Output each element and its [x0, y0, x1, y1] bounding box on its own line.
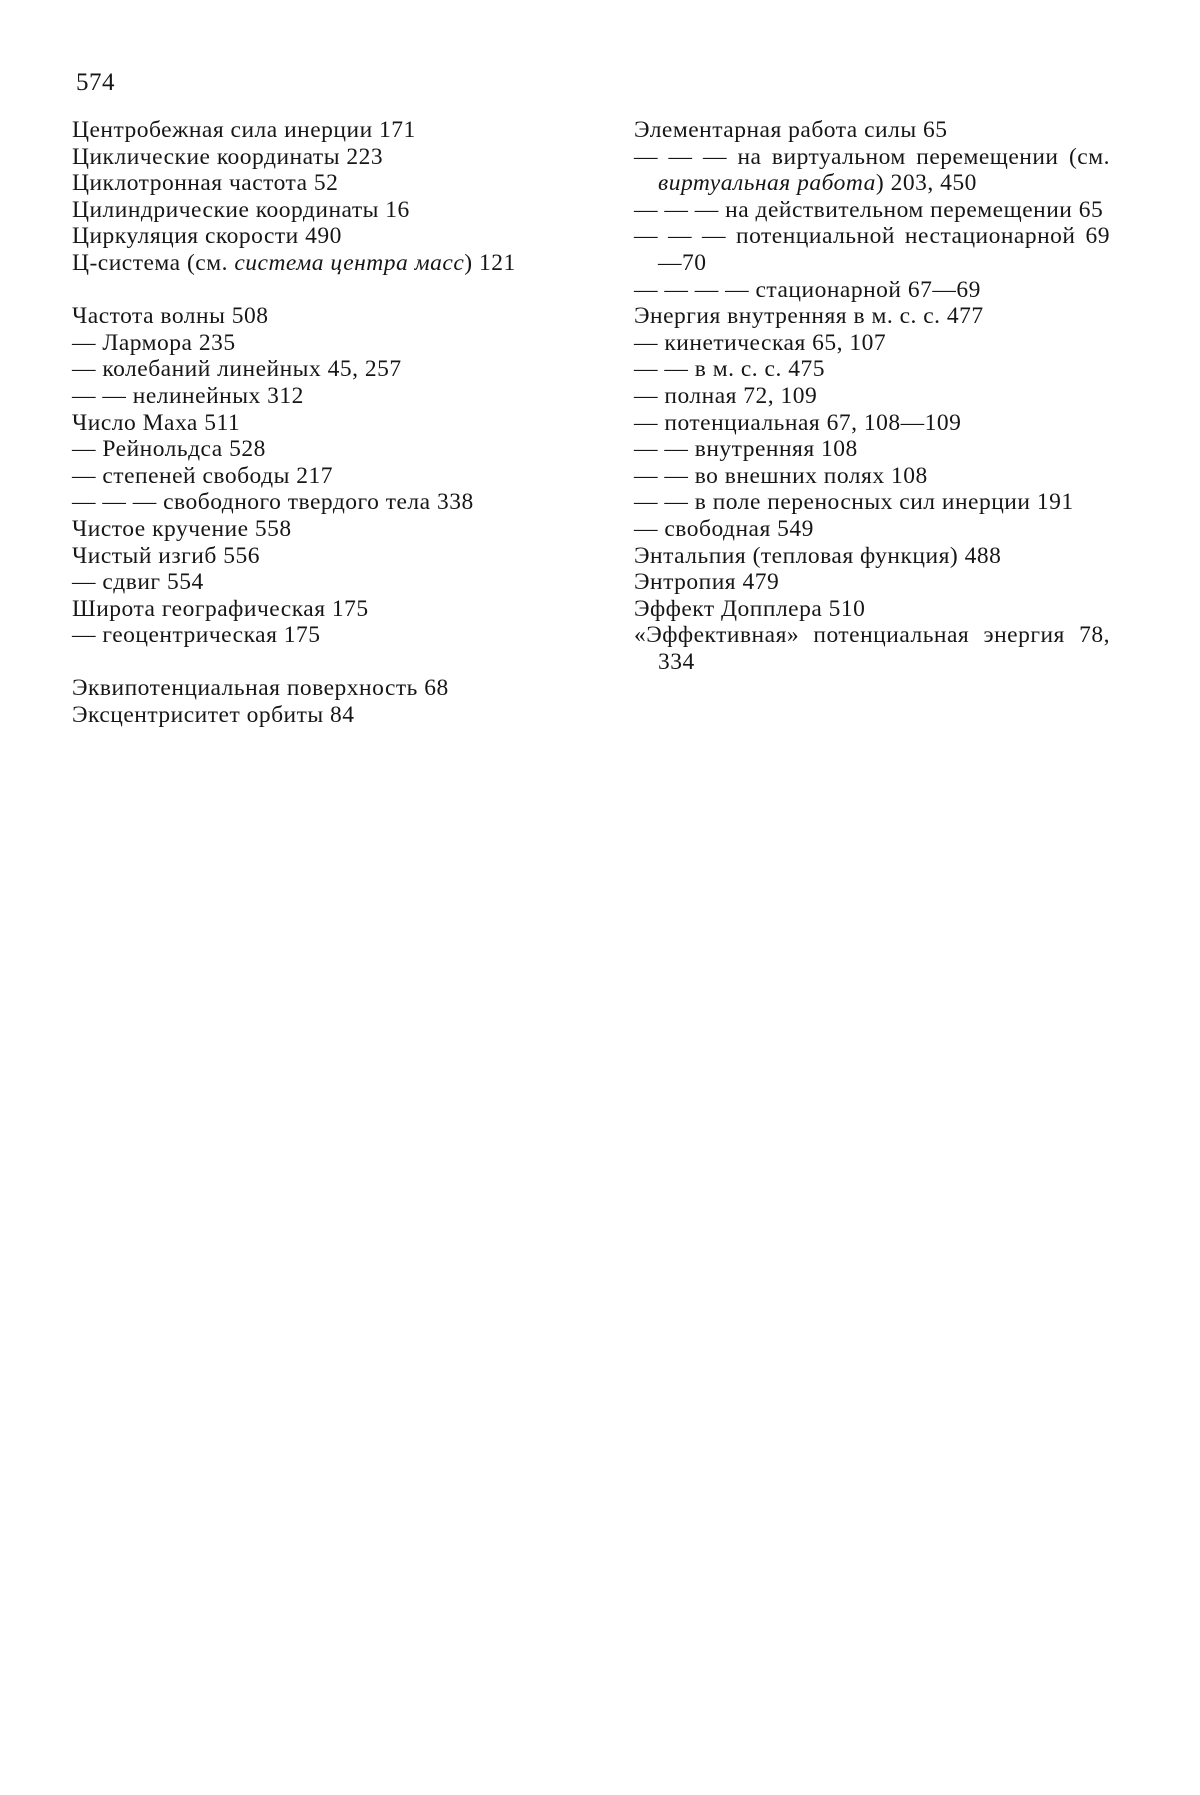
index-entry — [634, 410, 1110, 437]
index-entry — [72, 356, 550, 383]
index-entry — [72, 675, 550, 702]
index-entry — [634, 383, 1110, 410]
index-entry-text: Циклические координаты 223 — [72, 143, 384, 170]
index-column-left — [72, 117, 550, 729]
index-entry — [634, 463, 1110, 490]
index-entry-text: Циклотронная частота 52 — [72, 170, 339, 197]
index-entry — [634, 569, 1110, 596]
index-entry — [72, 543, 550, 570]
index-entry — [72, 622, 550, 649]
index-entry-text: Число Маха 511 — [72, 409, 241, 436]
index-entry-text: ) 121 — [464, 249, 516, 276]
index-entry — [634, 223, 1110, 276]
index-entry-text: — — — — стационарной 67—69 — [634, 276, 981, 303]
index-entry-text: Циркуляция скорости 490 — [72, 223, 342, 250]
index-entry-text: — колебаний линейных 45, 257 — [72, 356, 402, 383]
index-entry — [634, 144, 1110, 197]
index-entry-text: — — внутренняя 108 — [634, 436, 858, 463]
index-entry — [634, 197, 1110, 224]
index-entry-text: — геоцентрическая 175 — [72, 622, 321, 649]
index-entry — [634, 622, 1110, 675]
index-entry — [72, 702, 550, 729]
index-entry-text: Ц-система (см. — [72, 249, 235, 276]
index-entry — [634, 516, 1110, 543]
index-entry — [72, 144, 550, 171]
index-entry-text: Чистое кручение 558 — [72, 515, 292, 542]
index-entry-text: Элементарная работа силы 65 — [634, 117, 948, 143]
index-entry-text: — — в поле переносных сил инерции 191 — [634, 489, 1074, 516]
index-entry — [634, 330, 1110, 357]
index-entry-text: — Рейнольдса 528 — [72, 436, 266, 463]
index-entry-text: — кинетическая 65, 107 — [634, 329, 887, 356]
index-entry — [634, 436, 1110, 463]
page-number: 574 — [76, 69, 115, 96]
index-entry — [72, 436, 550, 463]
index-entry-text: Частота волны 508 — [72, 303, 269, 330]
index-entry-text: Чистый изгиб 556 — [72, 542, 260, 569]
index-entry — [72, 383, 550, 410]
section-gap — [72, 649, 550, 676]
index-entry-text: Цилиндрические координаты 16 — [72, 196, 410, 223]
index-entry — [634, 596, 1110, 623]
index-entry-text: — сдвиг 554 — [72, 569, 204, 596]
index-entry — [634, 277, 1110, 304]
index-entry-text: Эффект Допплера 510 — [634, 595, 866, 622]
index-entry — [72, 250, 550, 277]
index-entry — [72, 303, 550, 330]
index-entry-text: — — — на виртуальном перемещении (см. — [634, 143, 1110, 170]
index-entry — [72, 330, 550, 357]
index-entry — [634, 489, 1110, 516]
index-entry-text: — потенциальная 67, 108—109 — [634, 409, 962, 436]
index-entry — [72, 516, 550, 543]
index-entry-reference: система центра масс — [234, 249, 465, 276]
index-entry-text: — Лармора 235 — [72, 329, 236, 356]
index-entry — [634, 117, 1110, 144]
index-entry-text: — — во внешних полях 108 — [634, 462, 928, 489]
index-entry — [634, 303, 1110, 330]
section-gap — [72, 277, 550, 304]
index-entry-text: Эксцентриситет орбиты 84 — [72, 702, 355, 729]
index-entry-text: Энтропия 479 — [634, 569, 780, 596]
index-entry-text: — — в м. с. с. 475 — [634, 356, 825, 383]
index-entry — [634, 543, 1110, 570]
index-entry — [72, 170, 550, 197]
index-entry-text: Эквипотенциальная поверхность 68 — [72, 675, 449, 702]
index-entry — [72, 117, 550, 144]
index-entry — [72, 596, 550, 623]
index-entry-text: ) 203, 450 — [875, 170, 977, 197]
index-entry-reference: виртуальная работа — [658, 170, 876, 197]
index-entry-text: Широта географическая 175 — [72, 595, 369, 622]
index-entry-text: — — — свободного твердого тела 338 — [72, 489, 474, 516]
index-entry-text: — — — потенциальной нестационарной 69—70 — [634, 223, 1110, 276]
index-entry-text: — — нелинейных 312 — [72, 382, 304, 409]
index-entry — [72, 489, 550, 516]
index-entry — [72, 463, 550, 490]
index-entry — [72, 410, 550, 437]
index-entry-text: — полная 72, 109 — [634, 382, 818, 409]
index-entry — [634, 356, 1110, 383]
index-entry-text: Центробежная сила инерции 171 — [72, 117, 416, 143]
index-entry-text: Энергия внутренняя в м. с. с. 477 — [634, 303, 984, 330]
index-entry-text: «Эффективная» потенциальная энергия 78, 334 — [634, 622, 1110, 675]
index-entry — [72, 569, 550, 596]
index-entry-text: Энтальпия (тепловая функция) 488 — [634, 542, 1002, 569]
index-entry — [72, 197, 550, 224]
index-entry — [72, 223, 550, 250]
index-entry-text: — степеней свободы 217 — [72, 462, 333, 489]
index-entry-text: — свободная 549 — [634, 515, 814, 542]
index-entry-text: — — — на действительном перемещении 65 — [634, 196, 1104, 223]
index-column-right — [634, 117, 1110, 675]
